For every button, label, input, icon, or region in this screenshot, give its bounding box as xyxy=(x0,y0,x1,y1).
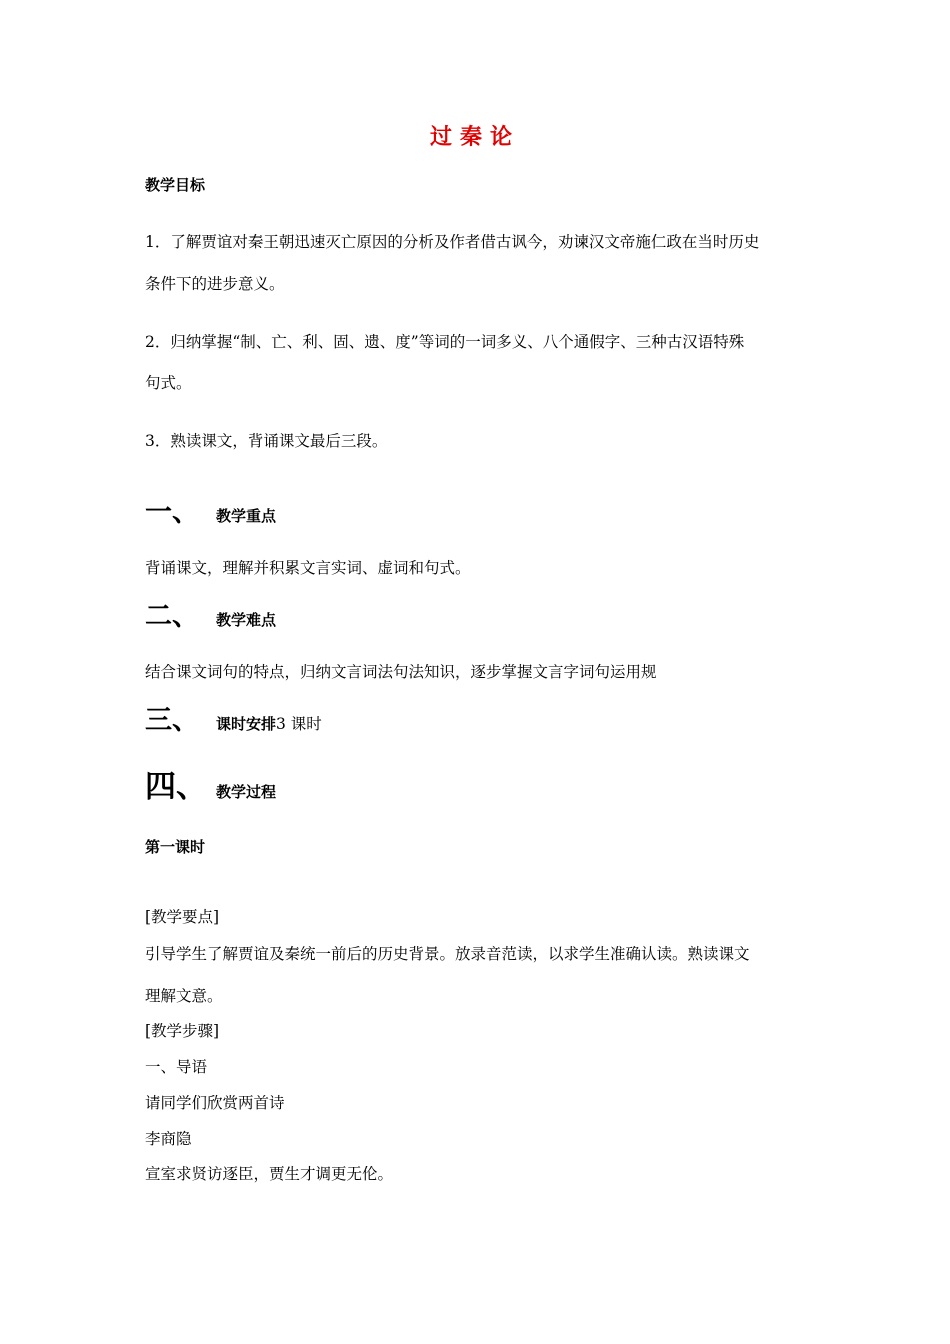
section-number: 一、 xyxy=(145,497,199,528)
page-title: 过秦论 xyxy=(429,125,520,150)
points-line-1: 引导学生了解贾谊及秦统一前后的历史背景。放录音范读，以求学生准确认读。熟读课文 xyxy=(145,945,750,963)
objective-1-line-2: 条件下的进步意义。 xyxy=(145,275,285,293)
objective-2-line-2: 句式。 xyxy=(145,374,192,392)
section-schedule xyxy=(145,700,645,736)
steps-heading: [教学步骤] xyxy=(145,1022,220,1040)
objective-2-line-1: 2．归纳掌握“制、亡、利、固、遗、度”等词的一词多义、八个通假字、三种古汉语特殊 xyxy=(145,333,745,351)
section-number: 四、 xyxy=(145,769,207,805)
step-1: 一、导语 xyxy=(145,1058,208,1076)
section-label: 教学重点 xyxy=(216,507,277,525)
section-label: 课时安排3 课时 xyxy=(216,715,322,733)
objective-3-line-1: 3．熟读课文，背诵课文最后三段。 xyxy=(145,432,388,450)
section-number: 三、 xyxy=(145,705,199,736)
objective-1-line-1: 1．了解贾谊对秦王朝迅速灭亡原因的分析及作者借古讽今，劝谏汉文帝施仁政在当时历史 xyxy=(145,233,760,251)
points-line-2: 理解文意。 xyxy=(145,987,223,1005)
objectives-heading: 教学目标 xyxy=(145,176,206,194)
poem-line: 宣室求贤访逐臣，贾生才调更无伦。 xyxy=(145,1165,394,1183)
key-points-text: 背诵课文，理解并积累文言实词、虚词和句式。 xyxy=(145,559,471,577)
section-difficulties xyxy=(145,596,645,632)
schedule-note: 3 课时 xyxy=(276,715,322,733)
section-key-points xyxy=(145,492,645,528)
section-label: 教学难点 xyxy=(216,611,277,629)
section-label: 教学过程 xyxy=(216,783,277,801)
difficulties-text: 结合课文词句的特点，归纳文言词法句法知识，逐步掌握文言字词句运用规 xyxy=(145,663,657,681)
lesson-1-heading: 第一课时 xyxy=(145,838,206,856)
section-process xyxy=(145,768,645,804)
poet-name: 李商隐 xyxy=(145,1130,192,1148)
points-heading: [教学要点] xyxy=(145,908,220,926)
intro-text: 请同学们欣赏两首诗 xyxy=(145,1094,285,1112)
section-number: 二、 xyxy=(145,601,199,632)
